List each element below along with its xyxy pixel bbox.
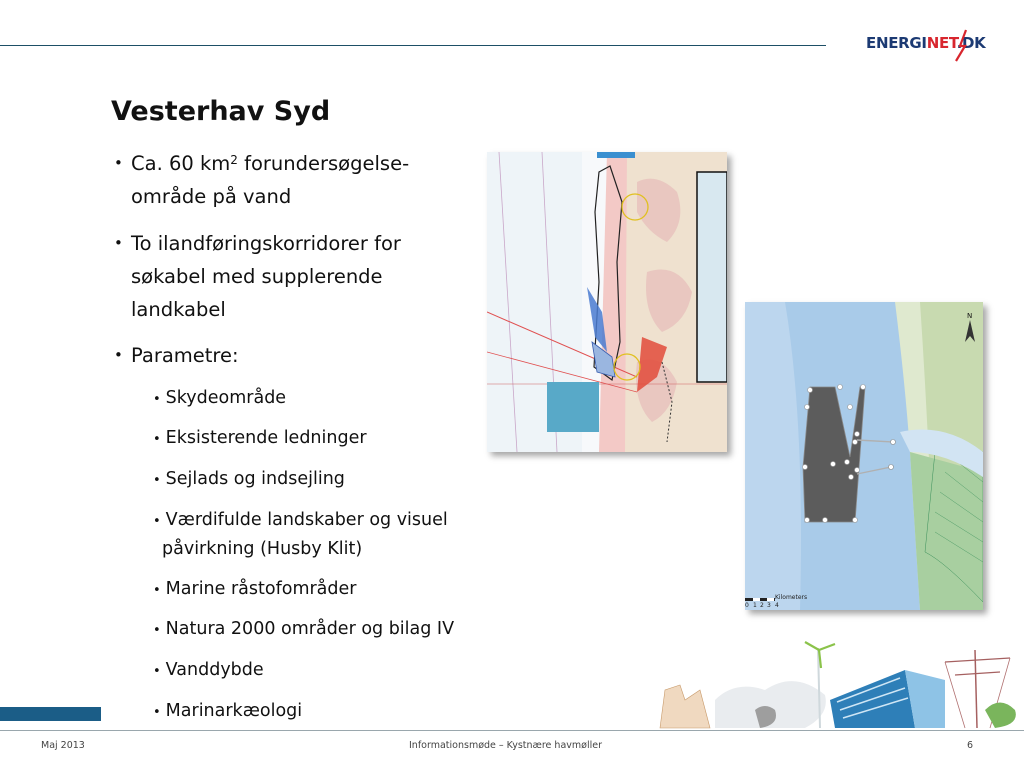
footer-date: Maj 2013 [41,740,85,751]
energinet-logo [866,28,994,68]
sub-bullet-item: • Marinarkæologi [153,701,303,721]
map-scale-tick: 3 [767,602,771,609]
sub-bullet-item: • Vanddybde [153,660,264,680]
sub-bullet-item: • Eksisterende ledninger [153,428,367,448]
bullet-parameters: • Parametre: [114,344,239,367]
energy-illustration [655,640,1024,730]
map-scale-tick: 0 [745,602,749,609]
bullet-area: • Ca. 60 $km^2$ forundersøgelse- område på vand [114,152,410,208]
slide-title: Vesterhav Syd [111,96,331,127]
top-rule [0,45,826,46]
logo-lightning-icon [946,28,980,62]
sub-bullet-continuation: påvirkning (Husby Klit) [162,539,363,559]
footer-rule [0,730,1024,731]
map-scale-tick: 4 [775,602,779,609]
footer-title: Informationsmøde – Kystnære havmøller [409,740,602,751]
logo-wordmark: ENERGINET.DK [866,34,986,52]
nautical-chart-map [487,152,727,452]
map-scale-tick: 1 [753,602,757,609]
north-arrow-label: N [967,312,973,320]
map-scale-tick: 2 [760,602,764,609]
sub-bullet-item: • Sejlads og indsejling [153,469,345,489]
sub-bullet-item: • Natura 2000 områder og bilag IV [153,619,455,639]
accent-bar [0,707,101,721]
wind-farm-layout-map [745,302,983,610]
sub-bullet-item: • Marine råstofområder [153,579,357,599]
map-scale-label: Kilometers [775,594,808,601]
bullet-corridors: • To ilandføringskorridorer for søkabel med supplerende landkabel [114,232,401,321]
sub-bullet-item: • Skydeområde [153,388,287,408]
sub-bullet-item: • Værdifulde landskaber og visuel [153,510,448,530]
page-number: 6 [967,740,974,751]
